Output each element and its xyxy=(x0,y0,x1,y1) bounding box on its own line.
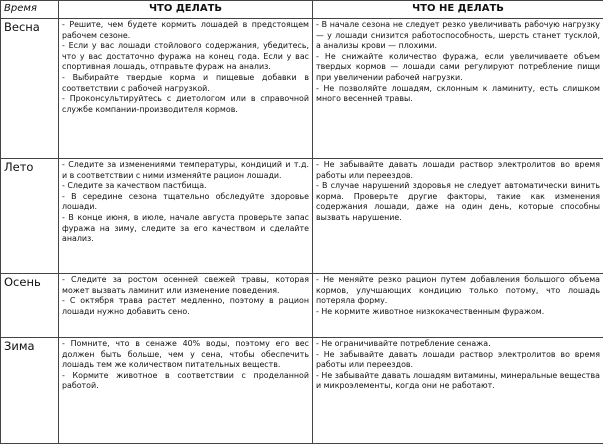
list-item: - Не позволяйте лошадям, склонным к ламиниту, есть слишком много весенней травы. xyxy=(316,84,600,105)
table-header-row xyxy=(1,1,603,19)
season-autumn: Осень xyxy=(1,274,59,338)
season-spring: Весна xyxy=(1,19,59,159)
list-item: - Следите за ростом осенней свежей травы, которая может вызвать ламинит или изменение поведения. xyxy=(62,275,309,296)
header-do: ЧТО ДЕЛАТЬ xyxy=(59,1,313,19)
list-item: - Проконсультируйтесь с диетологом или в справочной службе компании-производителя кормов. xyxy=(62,94,309,115)
list-item: - Не меняйте резко рацион путем добавления большого объема кормов, улучшающих кондицию только потому, что лошадь потеряла форму. xyxy=(316,275,600,307)
list-item: - Следите за изменениями температуры, кондиций и т.д. и в соответствии с ними изменяйте рацион лошади. xyxy=(62,160,309,181)
list-item: - Не кормите животное низкокачественным фуражом. xyxy=(316,307,600,318)
list-item: - Не забывайте давать лошади раствор электролитов во время работы или переездов. xyxy=(316,350,600,371)
header-dont: ЧТО НЕ ДЕЛАТЬ xyxy=(313,1,603,19)
table-row xyxy=(1,338,603,444)
table-row xyxy=(1,274,603,338)
list-item: - В конце июня, в июле, начале августа проверьте запас фуража на зиму, следите за его качеством и сделайте анализ. xyxy=(62,213,309,245)
spring-do-cell xyxy=(59,19,313,159)
list-item: - В случае нарушений здоровья не следует автоматически винить корма. Проверьте другие факторы, такие как изменения содержания лошади, даже на один день, которые способны вызвать нарушение. xyxy=(316,181,600,223)
summer-dont-cell xyxy=(313,159,603,274)
autumn-dont-cell xyxy=(313,274,603,338)
list-item: - Не забывайте давать лошадям витамины, минеральные вещества и микроэлементы, когда они не работают. xyxy=(316,371,600,392)
list-item: - Следите за качеством пастбища. xyxy=(62,181,309,192)
list-item: - Если у вас лошади стойлового содержания, убедитесь, что у вас достаточно фуража на конец года. Если у вас спортивная лошадь, отправьте фураж на анализ. xyxy=(62,41,309,73)
list-item: - Решите, чем будете кормить лошадей в предстоящем рабочем сезоне. xyxy=(62,20,309,41)
list-item: - Не снижайте количество фуража, если увеличиваете объем твердых кормов — лошади сами регулируют потребление пищи при увеличении рабочей нагрузки. xyxy=(316,52,600,84)
table-row xyxy=(1,19,603,159)
winter-dont-cell xyxy=(313,338,603,444)
season-winter: Зима xyxy=(1,338,59,444)
table-row xyxy=(1,159,603,274)
list-item: - Кормите животное в соответствии с проделанной работой. xyxy=(62,371,309,392)
winter-do-cell xyxy=(59,338,313,444)
spring-dont-cell xyxy=(313,19,603,159)
list-item: - Помните, что в сенаже 40% воды, поэтому его вес должен быть больше, чем у сена, чтобы обеспечить лошадь тем же количеством питательных веществ. xyxy=(62,339,309,371)
list-item: - Выбирайте твердые корма и пищевые добавки в соответствии с рабочей нагрузкой. xyxy=(62,73,309,94)
autumn-do-cell xyxy=(59,274,313,338)
list-item: - С октября трава растет медленно, поэтому в рацион лошади нужно добавить сено. xyxy=(62,296,309,317)
summer-do-cell xyxy=(59,159,313,274)
list-item: - В середине сезона тщательно обследуйте здоровье лошади. xyxy=(62,192,309,213)
header-time: Время xyxy=(1,1,59,19)
list-item: - В начале сезона не следует резко увеличивать рабочую нагрузку — у лошади снизится работоспособность, шерсть станет тусклой, а анализы крови — плохими. xyxy=(316,20,600,52)
season-summer: Лето xyxy=(1,159,59,274)
list-item: - Не ограничивайте потребление сенажа. xyxy=(316,339,600,350)
list-item: - Не забывайте давать лошади раствор электролитов во время работы или переездов. xyxy=(316,160,600,181)
